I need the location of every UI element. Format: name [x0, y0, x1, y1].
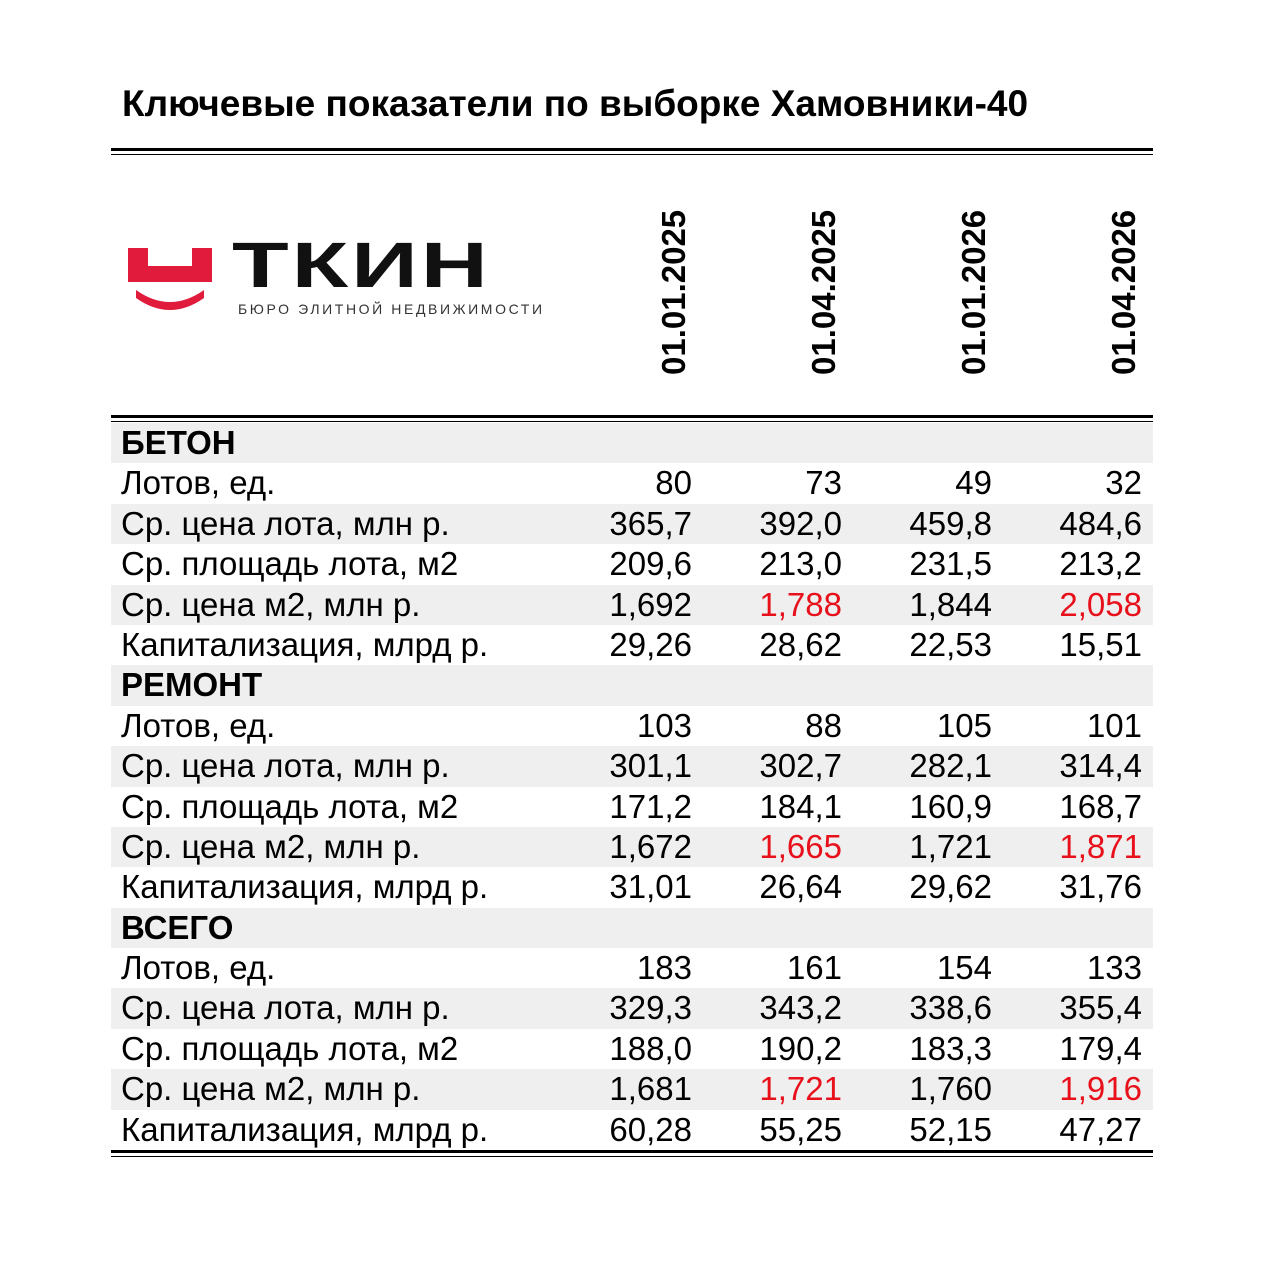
row-label: Ср. цена лота, млн р.	[121, 989, 450, 1027]
cell-value: 392,0	[759, 504, 842, 542]
section-title: РЕМОНТ	[121, 666, 263, 704]
row-label: Капитализация, млрд р.	[121, 868, 489, 906]
cell-value: 26,64	[759, 868, 842, 906]
cell-value: 183	[636, 949, 692, 987]
row-label: Ср. цена лота, млн р.	[121, 504, 450, 542]
logo-tagline: БЮРО ЭЛИТНОЙ НЕДВИЖИМОСТИ	[238, 301, 545, 317]
bottom-rule-thin	[111, 1156, 1153, 1157]
page-title: Ключевые показатели по выборке Хамовники-40	[122, 83, 1029, 124]
logo-wordmark: ТКИН	[232, 229, 491, 301]
cell-value-highlighted: 1,721	[759, 1070, 842, 1108]
cell-value: 184,1	[759, 787, 842, 825]
section-title: БЕТОН	[121, 424, 236, 461]
cell-value: 209,6	[609, 545, 692, 583]
row-label: Ср. цена м2, млн р.	[121, 1070, 421, 1108]
cell-value: 32	[1105, 464, 1142, 502]
header-rule-thin	[111, 421, 1153, 422]
cell-value: 183,3	[909, 1029, 992, 1067]
cell-value: 343,2	[759, 989, 842, 1027]
table-row	[111, 1029, 1153, 1069]
cell-value: 484,6	[1059, 504, 1142, 542]
row-label: Ср. цена лота, млн р.	[121, 747, 450, 785]
cell-value: 1,672	[609, 827, 692, 865]
table-row	[111, 544, 1153, 584]
cell-value: 1,721	[909, 827, 992, 865]
cell-value: 365,7	[609, 504, 692, 542]
cell-value: 22,53	[909, 625, 992, 663]
section-header-total	[111, 908, 1153, 948]
row-label: Ср. площадь лота, м2	[121, 787, 459, 825]
table-row	[111, 504, 1153, 544]
table-row	[111, 463, 1153, 503]
table-row	[111, 827, 1153, 867]
row-label: Ср. площадь лота, м2	[121, 545, 459, 583]
cell-value: 88	[805, 706, 842, 744]
cell-value: 213,2	[1059, 545, 1142, 583]
cell-value: 73	[805, 464, 842, 502]
section-title: ВСЕГО	[121, 908, 234, 946]
table-row	[111, 625, 1153, 665]
table-row	[111, 867, 1153, 907]
cell-value: 29,26	[609, 625, 692, 663]
row-label: Лотов, ед.	[121, 706, 276, 744]
cell-value: 190,2	[759, 1029, 842, 1067]
top-rule	[111, 148, 1153, 151]
cell-value: 1,681	[609, 1070, 692, 1108]
cell-value: 459,8	[909, 504, 992, 542]
cell-value: 47,27	[1059, 1110, 1142, 1148]
row-label: Капитализация, млрд р.	[121, 625, 489, 663]
cell-value: 160,9	[909, 787, 992, 825]
cell-value: 15,51	[1059, 625, 1142, 663]
cell-value: 314,4	[1059, 747, 1142, 785]
table-row	[111, 746, 1153, 786]
cell-value: 231,5	[909, 545, 992, 583]
cell-value: 60,28	[609, 1110, 692, 1148]
cell-value: 161	[786, 949, 842, 987]
cell-value-highlighted: 1,788	[759, 585, 842, 623]
cell-value: 49	[955, 464, 992, 502]
cell-value: 1,844	[909, 585, 992, 623]
cell-value: 213,0	[759, 545, 842, 583]
cell-value-highlighted: 2,058	[1059, 585, 1142, 623]
table-row	[111, 787, 1153, 827]
cell-value-highlighted: 1,665	[759, 827, 842, 865]
cell-value: 188,0	[609, 1029, 692, 1067]
indicators-table	[111, 423, 1153, 1150]
top-rule-thin	[111, 154, 1153, 155]
section-header-beton	[111, 423, 1153, 463]
cell-value-highlighted: 1,871	[1059, 827, 1142, 865]
logo-u-mark-icon	[122, 236, 222, 316]
table-row	[111, 1110, 1153, 1150]
row-label: Ср. площадь лота, м2	[121, 1029, 459, 1067]
cell-value: 154	[936, 949, 992, 987]
row-label: Лотов, ед.	[121, 949, 276, 987]
row-label: Капитализация, млрд р.	[121, 1110, 489, 1148]
cell-value-highlighted: 1,916	[1059, 1070, 1142, 1108]
cell-value: 133	[1086, 949, 1142, 987]
cell-value: 171,2	[609, 787, 692, 825]
section-header-remont	[111, 665, 1153, 705]
cell-value: 80	[655, 464, 692, 502]
company-logo	[122, 229, 552, 326]
cell-value: 28,62	[759, 625, 842, 663]
cell-value: 179,4	[1059, 1029, 1142, 1067]
row-label: Лотов, ед.	[121, 464, 276, 502]
cell-value: 329,3	[609, 989, 692, 1027]
cell-value: 282,1	[909, 747, 992, 785]
table-row	[111, 585, 1153, 625]
cell-value: 52,15	[909, 1110, 992, 1148]
cell-value: 55,25	[759, 1110, 842, 1148]
cell-value: 29,62	[909, 868, 992, 906]
table-row	[111, 1069, 1153, 1109]
cell-value: 355,4	[1059, 989, 1142, 1027]
cell-value: 168,7	[1059, 787, 1142, 825]
table-row	[111, 948, 1153, 988]
cell-value: 1,760	[909, 1070, 992, 1108]
cell-value: 31,01	[609, 868, 692, 906]
cell-value: 302,7	[759, 747, 842, 785]
row-label: Ср. цена м2, млн р.	[121, 585, 421, 623]
cell-value: 105	[936, 706, 992, 744]
header-rule	[111, 415, 1153, 418]
cell-value: 101	[1086, 706, 1142, 744]
cell-value: 338,6	[909, 989, 992, 1027]
table-row	[111, 706, 1153, 746]
cell-value: 301,1	[609, 747, 692, 785]
cell-value: 1,692	[609, 585, 692, 623]
cell-value: 103	[636, 706, 692, 744]
cell-value: 31,76	[1059, 868, 1142, 906]
table-row	[111, 988, 1153, 1028]
bottom-rule	[111, 1150, 1153, 1153]
row-label: Ср. цена м2, млн р.	[121, 827, 421, 865]
